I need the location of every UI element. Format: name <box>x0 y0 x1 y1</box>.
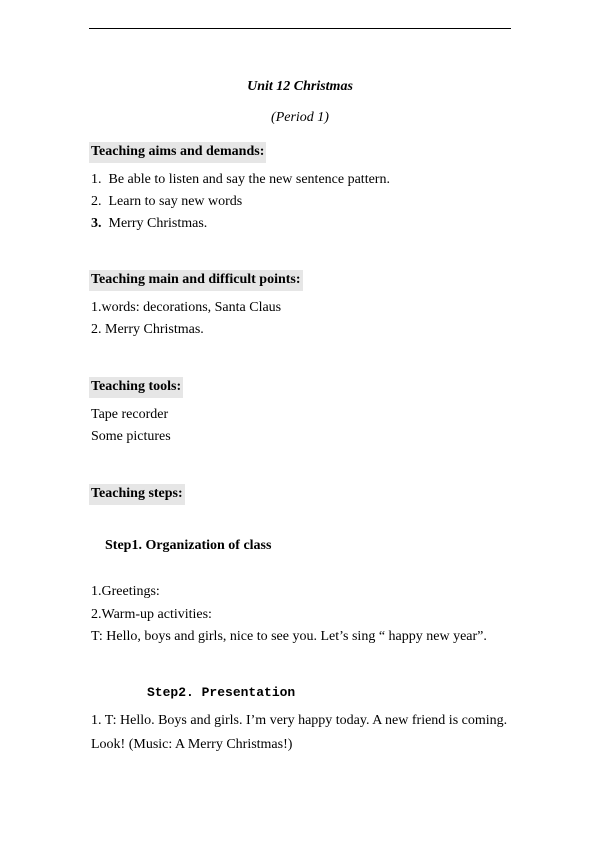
step1-title: Step1. Organization of class <box>105 538 272 553</box>
aims-item-text: Learn to say new words <box>108 194 243 209</box>
step1-line: 1.Greetings: <box>91 584 160 599</box>
step2-line: Look! (Music: A Merry Christmas!) <box>91 737 293 752</box>
document-title: Unit 12 Christmas <box>247 79 353 94</box>
aims-item <box>91 171 390 189</box>
aims-item-number: 2. <box>91 194 102 209</box>
points-item: 1.words: decorations, Santa Claus <box>91 300 282 315</box>
aims-heading: Teaching aims and demands: <box>89 142 266 163</box>
points-item: 2. Merry Christmas. <box>91 322 204 337</box>
aims-item-text: Be able to listen and say the new sentence pattern. <box>108 172 390 187</box>
period-label: (Period 1) <box>271 110 329 125</box>
header-rule <box>89 28 511 29</box>
aims-item <box>91 193 242 211</box>
tools-item: Some pictures <box>91 429 171 444</box>
tools-item: Tape recorder <box>91 407 169 422</box>
aims-item-text: Merry Christmas. <box>108 216 208 231</box>
steps-heading: Teaching steps: <box>89 484 185 505</box>
step1-line: 2.Warm-up activities: <box>91 607 212 622</box>
step2-line: 1. T: Hello. Boys and girls. I’m very happy today. A new friend is coming. <box>91 713 508 728</box>
step2-title: Step2. Presentation <box>147 685 296 700</box>
points-heading: Teaching main and difficult points: <box>89 270 303 291</box>
tools-heading: Teaching tools: <box>89 377 183 398</box>
aims-item <box>91 215 207 233</box>
aims-item-number: 1. <box>91 172 102 187</box>
step1-line: T: Hello, boys and girls, nice to see you. Let’s sing “ happy new year”. <box>91 629 487 644</box>
aims-item-number: 3. <box>91 216 102 231</box>
